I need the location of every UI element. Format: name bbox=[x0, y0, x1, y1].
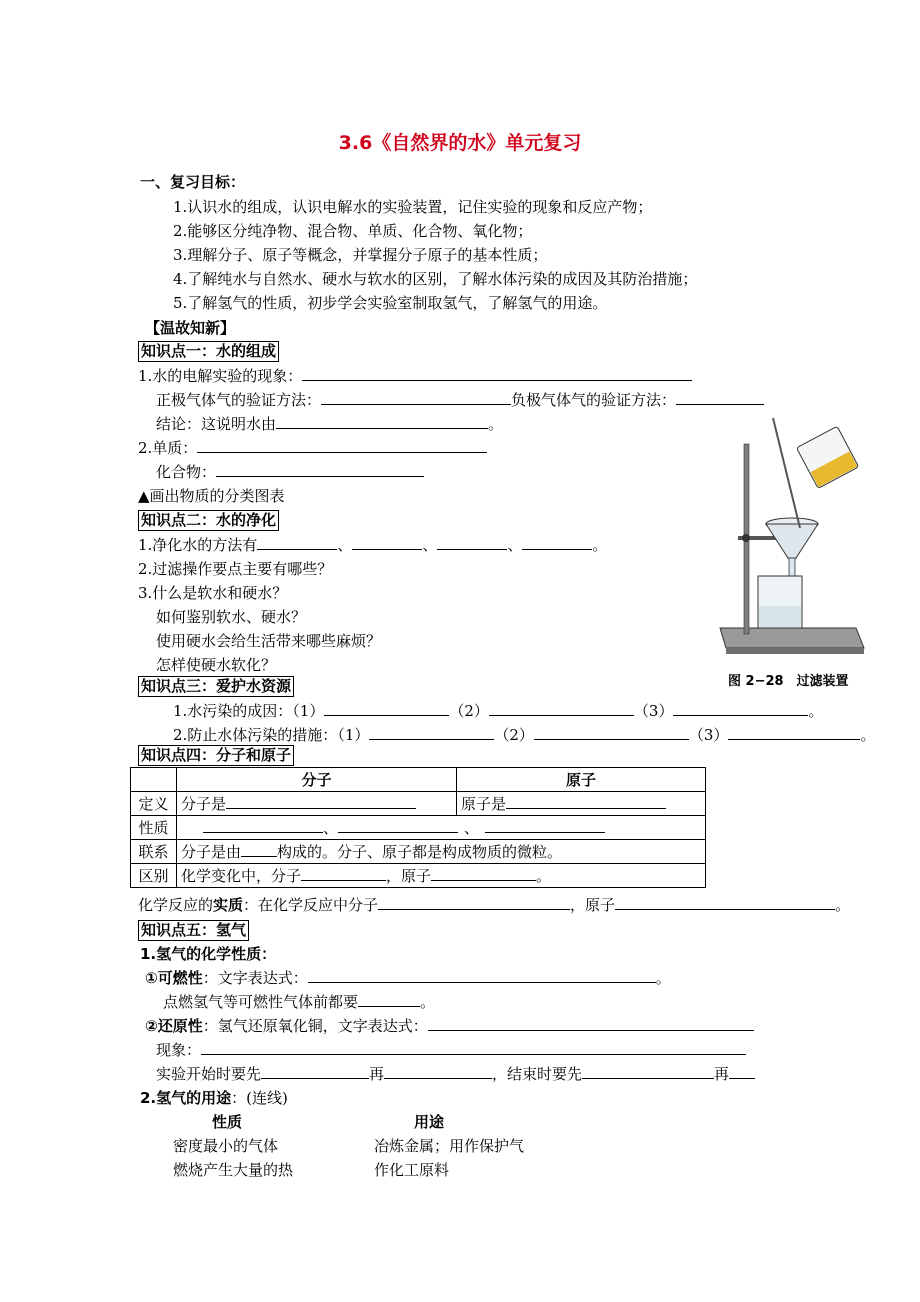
goal-item-1: 1.认识水的组成，认识电解水的实验装置，记住实验的现象和反应产物； bbox=[173, 198, 653, 216]
col-use: 用途 bbox=[414, 1113, 445, 1131]
k1-chart-note: ▲画出物质的分类图表 bbox=[138, 487, 285, 505]
exp-blank-4[interactable] bbox=[729, 1064, 755, 1079]
def-atom-blank[interactable] bbox=[506, 794, 666, 809]
k4-essence bbox=[138, 895, 850, 915]
red-text: ：氢气还原氧化铜，文字表达式： bbox=[202, 1017, 428, 1035]
diff-a: 化学变化中，分子 bbox=[181, 867, 302, 885]
diff-blank-2[interactable] bbox=[431, 866, 536, 881]
flam-text: ：文字表达式： bbox=[202, 969, 308, 987]
k1-q1-text: 1.水的电解实验的现象： bbox=[138, 367, 303, 385]
diff-blank-1[interactable] bbox=[301, 866, 386, 881]
k1-neg-gas-blank[interactable] bbox=[676, 390, 764, 405]
ignite-end: 。 bbox=[420, 993, 436, 1011]
ignite-blank[interactable] bbox=[358, 992, 420, 1007]
k4-heading: 知识点四：分子和原子 bbox=[138, 745, 294, 766]
k1-conclusion bbox=[156, 414, 503, 434]
k2-end: 。 bbox=[592, 536, 608, 554]
essence-blank-2[interactable] bbox=[615, 895, 835, 910]
k5-phenomenon bbox=[156, 1040, 746, 1060]
table-corner bbox=[131, 768, 177, 792]
col-molecule: 分子 bbox=[177, 768, 457, 792]
def-mol-text: 分子是 bbox=[181, 795, 227, 813]
exp-b: 再 bbox=[369, 1065, 385, 1083]
exp-a: 实验开始时要先 bbox=[156, 1065, 262, 1083]
k1-q2 bbox=[138, 438, 487, 458]
k3-q2-blank-2[interactable] bbox=[534, 725, 689, 740]
k1-q1-blank[interactable] bbox=[302, 366, 692, 381]
k2-heading: 知识点二：水的净化 bbox=[138, 510, 279, 531]
k5-flammability bbox=[145, 968, 671, 988]
use-item-1: 冶炼金属；用作保护气 bbox=[374, 1137, 525, 1155]
prop-sep-2: 、 bbox=[464, 819, 480, 837]
diff-b: ，原子 bbox=[386, 867, 432, 885]
k3-q2-mark-2: （2） bbox=[494, 726, 534, 744]
prop-cell bbox=[177, 816, 706, 840]
def-mol-blank[interactable] bbox=[226, 794, 416, 809]
k2-q3: 3.什么是软水和硬水？ bbox=[138, 584, 288, 602]
k3-q1-blank-2[interactable] bbox=[489, 701, 634, 716]
prop-blank-1[interactable] bbox=[203, 818, 323, 833]
essence-bold: 实质 bbox=[213, 896, 244, 914]
k3-q2-mark-3: （3） bbox=[688, 726, 729, 744]
goal-item-5: 5.了解氢气的性质，初步学会实验室制取氢气，了解氢气的用途。 bbox=[173, 294, 608, 312]
row-label-def: 定义 bbox=[131, 792, 177, 816]
use-heading: 2.氢气的用途 bbox=[140, 1089, 232, 1107]
prop-blank-3[interactable] bbox=[485, 818, 605, 833]
k2-q3c: 怎样使硬水软化？ bbox=[156, 656, 277, 674]
k1-conclusion-end: 。 bbox=[488, 415, 504, 433]
table-row bbox=[131, 792, 706, 816]
essence-post: ：在化学反应中分子 bbox=[243, 896, 379, 914]
k1-gas-check bbox=[156, 390, 764, 410]
prop-blank-2[interactable] bbox=[338, 818, 458, 833]
goal-item-4: 4.了解纯水与自然水、硬水与软水的区别，了解水体污染的成因及其防治措施； bbox=[173, 270, 698, 288]
k2-sep-2: 、 bbox=[422, 536, 438, 554]
k2-blank-2[interactable] bbox=[352, 535, 422, 550]
goal-item-3: 3.理解分子、原子等概念，并掌握分子原子的基本性质； bbox=[173, 246, 548, 264]
k1-compound-blank[interactable] bbox=[216, 462, 424, 477]
k1-conclusion-text: 结论：这说明水由 bbox=[156, 415, 277, 433]
k2-q3a: 如何鉴别软水、硬水？ bbox=[156, 608, 307, 626]
essence-pre: 化学反应的 bbox=[138, 896, 214, 914]
row-label-diff: 区别 bbox=[131, 864, 177, 888]
k1-pos-gas-text: 正极气体气的验证方法： bbox=[156, 391, 322, 409]
filtration-apparatus-figure bbox=[718, 416, 868, 696]
review-heading: 【温故知新】 bbox=[145, 319, 236, 337]
diff-end: 。 bbox=[536, 867, 552, 885]
goals-heading: 一、复习目标： bbox=[140, 173, 246, 191]
figure-caption: 图 2−28 过滤装置 bbox=[728, 674, 849, 689]
ignite-text: 点燃氢气等可燃性气体前都要 bbox=[163, 993, 359, 1011]
molecule-atom-table bbox=[130, 767, 706, 888]
essence-blank-1[interactable] bbox=[378, 895, 570, 910]
k3-q1-end: 。 bbox=[808, 702, 824, 720]
col-property: 性质 bbox=[212, 1113, 243, 1131]
k5-use bbox=[140, 1088, 288, 1108]
k2-q2: 2.过滤操作要点主要有哪些？ bbox=[138, 560, 333, 578]
goal-item-2: 2.能够区分纯净物、混合物、单质、化合物、氧化物； bbox=[173, 222, 533, 240]
prop-sep-1: 、 bbox=[323, 819, 339, 837]
row-label-prop: 性质 bbox=[131, 816, 177, 840]
k2-blank-4[interactable] bbox=[522, 535, 592, 550]
rel-cell bbox=[177, 840, 706, 864]
flam-blank[interactable] bbox=[308, 968, 656, 983]
use-note: ：(连线) bbox=[231, 1089, 288, 1107]
k1-pos-gas-blank[interactable] bbox=[321, 390, 511, 405]
k3-q1-text: 1.水污染的成因：（1） bbox=[173, 702, 325, 720]
k2-sep-1: 、 bbox=[337, 536, 353, 554]
k1-neg-gas-text: 负极气体气的验证方法： bbox=[511, 391, 677, 409]
table-row bbox=[131, 816, 706, 840]
def-molecule-cell bbox=[177, 792, 457, 816]
red-label: ②还原性 bbox=[145, 1017, 203, 1035]
prop-item-1: 密度最小的气体 bbox=[173, 1137, 279, 1155]
k1-heading: 知识点一：水的组成 bbox=[138, 341, 279, 362]
k3-q2-blank-3[interactable] bbox=[728, 725, 860, 740]
k3-heading: 知识点三：爱护水资源 bbox=[138, 676, 294, 697]
rel-b: 构成的。分子、原子都是构成物质的微粒。 bbox=[277, 843, 563, 861]
diff-cell bbox=[177, 864, 706, 888]
k3-q1-mark-2: （2） bbox=[449, 702, 489, 720]
k1-q2-text: 2.单质： bbox=[138, 439, 198, 457]
k3-q1 bbox=[173, 701, 823, 721]
k3-q2 bbox=[173, 725, 875, 745]
exp-c: ，结束时要先 bbox=[492, 1065, 583, 1083]
phenomenon-blank[interactable] bbox=[201, 1040, 746, 1055]
k3-q2-text: 2.防止水体污染的措施：（1） bbox=[173, 726, 370, 744]
col-atom: 原子 bbox=[457, 768, 706, 792]
page-title: 3.6《自然界的水》单元复习 bbox=[338, 132, 582, 154]
table-row bbox=[131, 768, 706, 792]
k1-compound bbox=[156, 462, 424, 482]
k5-experiment bbox=[156, 1064, 755, 1084]
exp-blank-2[interactable] bbox=[384, 1064, 492, 1079]
k2-blank-3[interactable] bbox=[437, 535, 507, 550]
table-row bbox=[131, 840, 706, 864]
rel-a: 分子是由 bbox=[181, 843, 242, 861]
k2-q1-text: 1.净化水的方法有 bbox=[138, 536, 258, 554]
essence-atom: ，原子 bbox=[570, 896, 616, 914]
rel-blank[interactable] bbox=[241, 842, 277, 857]
k2-blank-1[interactable] bbox=[257, 535, 337, 550]
def-atom-cell bbox=[457, 792, 706, 816]
essence-end: 。 bbox=[835, 896, 851, 914]
k1-compound-text: 化合物： bbox=[156, 463, 217, 481]
exp-blank-3[interactable] bbox=[582, 1064, 714, 1079]
k3-q2-end: 。 bbox=[860, 726, 876, 744]
k5-heading: 知识点五：氢气 bbox=[138, 920, 249, 941]
k2-q3b: 使用硬水会给生活带来哪些麻烦？ bbox=[156, 632, 382, 650]
k5-chem-heading: 1.氢气的化学性质： bbox=[140, 945, 277, 963]
k3-q1-mark-3: （3） bbox=[633, 702, 674, 720]
def-atom-text: 原子是 bbox=[461, 795, 507, 813]
k2-q1 bbox=[138, 535, 607, 555]
k5-ignite bbox=[163, 992, 435, 1012]
k3-q2-blank-1[interactable] bbox=[369, 725, 494, 740]
flam-label: ①可燃性 bbox=[145, 969, 203, 987]
exp-d: 再 bbox=[714, 1065, 730, 1083]
use-item-2: 作化工原料 bbox=[374, 1161, 450, 1179]
k1-q2-blank[interactable] bbox=[197, 438, 487, 453]
red-blank[interactable] bbox=[428, 1016, 754, 1031]
k5-reducibility bbox=[145, 1016, 754, 1036]
k1-q1 bbox=[138, 366, 692, 386]
exp-blank-1[interactable] bbox=[261, 1064, 369, 1079]
flam-end: 。 bbox=[655, 969, 671, 987]
k3-q1-blank-1[interactable] bbox=[324, 701, 449, 716]
k3-q1-blank-3[interactable] bbox=[673, 701, 808, 716]
prop-item-2: 燃烧产生大量的热 bbox=[173, 1161, 294, 1179]
row-label-rel: 联系 bbox=[131, 840, 177, 864]
table-row bbox=[131, 864, 706, 888]
phenomenon-text: 现象： bbox=[156, 1041, 202, 1059]
k1-conclusion-blank[interactable] bbox=[276, 414, 488, 429]
k2-sep-3: 、 bbox=[507, 536, 523, 554]
